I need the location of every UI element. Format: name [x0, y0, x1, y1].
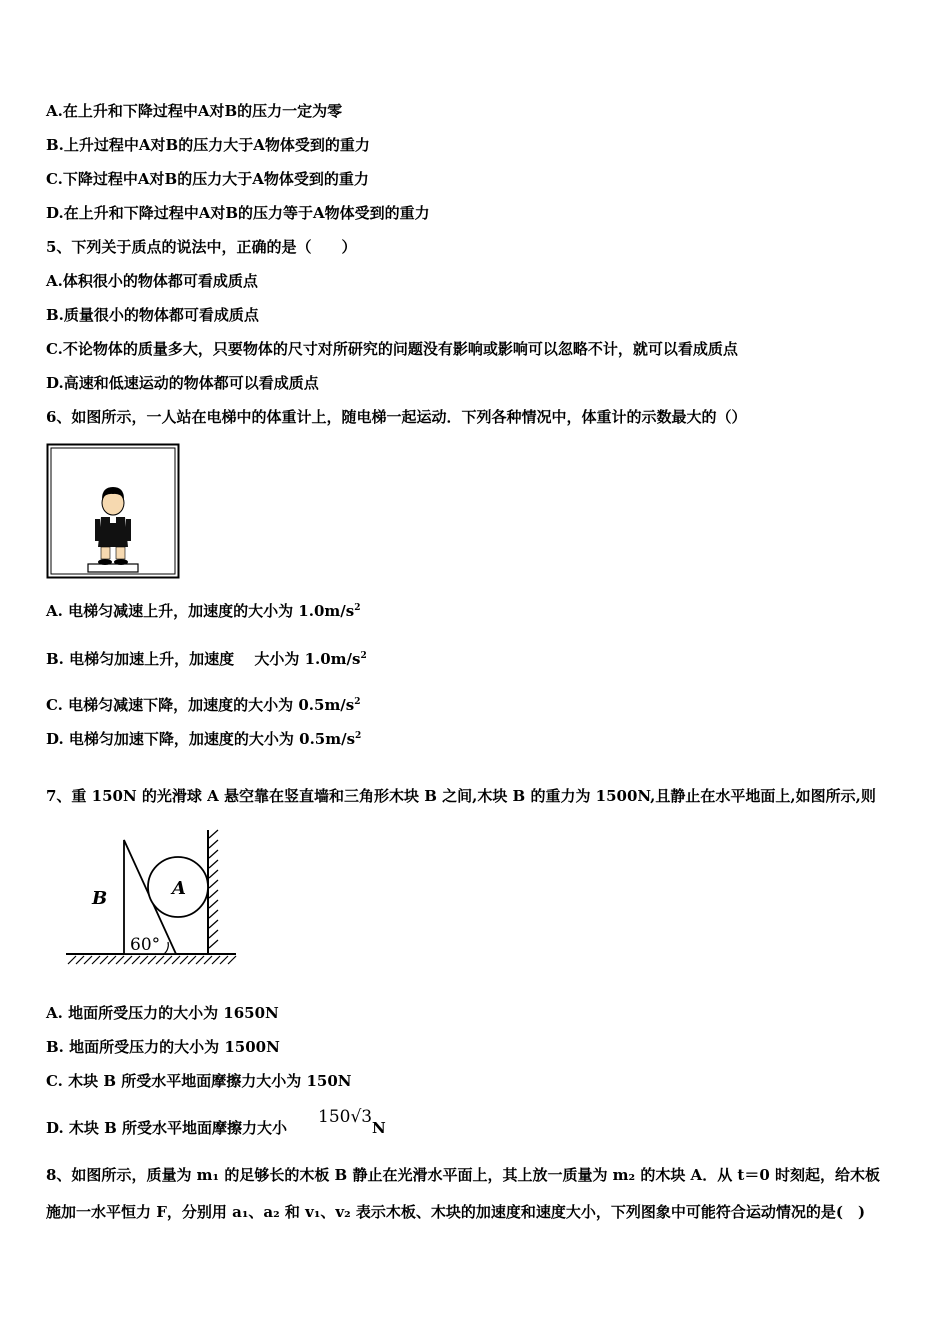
- label-a: A: [172, 878, 186, 899]
- q5-stem: 5、下列关于质点的说法中，正确的是（ ）: [46, 238, 357, 256]
- q4-option-b: B.上升过程中A对B的压力大于A物体受到的重力: [46, 136, 370, 154]
- wedge-ball-figure: [62, 826, 242, 971]
- q6-option-a: A. 电梯匀减速上升，加速度的大小为 $1.0m/s^2$: [46, 602, 361, 620]
- q7-stem: 7、重 150N 的光滑球 A 悬空靠在竖直墙和三角形木块 B 之间,木块 B 的重力为 1500N,且静止在水平地面上,如图所示,则: [46, 787, 876, 805]
- q6-stem: 6、如图所示，一人站在电梯中的体重计上，随电梯一起运动．下列各种情况中，体重计的示数最大的（）: [46, 408, 747, 426]
- q5-option-b: B.质量很小的物体都可看成质点: [46, 306, 259, 324]
- q7-option-d-unit: N: [372, 1119, 386, 1137]
- q5-option-a: A.体积很小的物体都可看成质点: [46, 272, 258, 290]
- q5-option-c: C.不论物体的质量多大，只要物体的尺寸对所研究的问题没有影响或影响可以忽略不计，就可以看成质点: [46, 340, 738, 358]
- q4-option-c: C.下降过程中A对B的压力大于A物体受到的重力: [46, 170, 369, 188]
- q7-option-d: D. 木块 B 所受水平地面摩擦力大小: [46, 1119, 288, 1137]
- label-b: B: [92, 888, 108, 909]
- q7-option-d-math: 150√3: [318, 1107, 373, 1127]
- q8-stem-line2: 施加一水平恒力 F，分别用 a₁、a₂ 和 v₁、v₂ 表示木板、木块的加速度和速度大小，下列图象中可能符合运动情况的是( ): [46, 1203, 866, 1221]
- q6-option-c: C. 电梯匀减速下降，加速度的大小为 $0.5m/s^2$: [46, 696, 361, 714]
- q6-option-d: D. 电梯匀加速下降，加速度的大小为 $0.5m/s^2$: [46, 730, 362, 748]
- q4-option-a: A.在上升和下降过程中A对B的压力一定为零: [46, 102, 343, 120]
- angle-label: 60°: [130, 935, 161, 955]
- q8-stem-line1: 8、如图所示，质量为 m₁ 的足够长的木板 B 静止在光滑水平面上，其上放一质量为 m₂ 的木块 A．从 t＝0 时刻起，给木板: [46, 1166, 881, 1184]
- q7-option-c: C. 木块 B 所受水平地面摩擦力大小为 150N: [46, 1072, 352, 1090]
- scale-platform: [88, 564, 138, 572]
- q7-option-b: B. 地面所受压力的大小为 1500N: [46, 1038, 280, 1056]
- q5-option-d: D.高速和低速运动的物体都可以看成质点: [46, 374, 319, 392]
- person-icon: [95, 487, 131, 565]
- elevator-figure: [46, 443, 180, 579]
- q7-option-a: A. 地面所受压力的大小为 1650N: [46, 1004, 279, 1022]
- q4-option-d: D.在上升和下降过程中A对B的压力等于A物体受到的重力: [46, 204, 430, 222]
- q6-option-b: B. 电梯匀加速上升，加速度 大小为 $1.0m/s^2$: [46, 650, 367, 668]
